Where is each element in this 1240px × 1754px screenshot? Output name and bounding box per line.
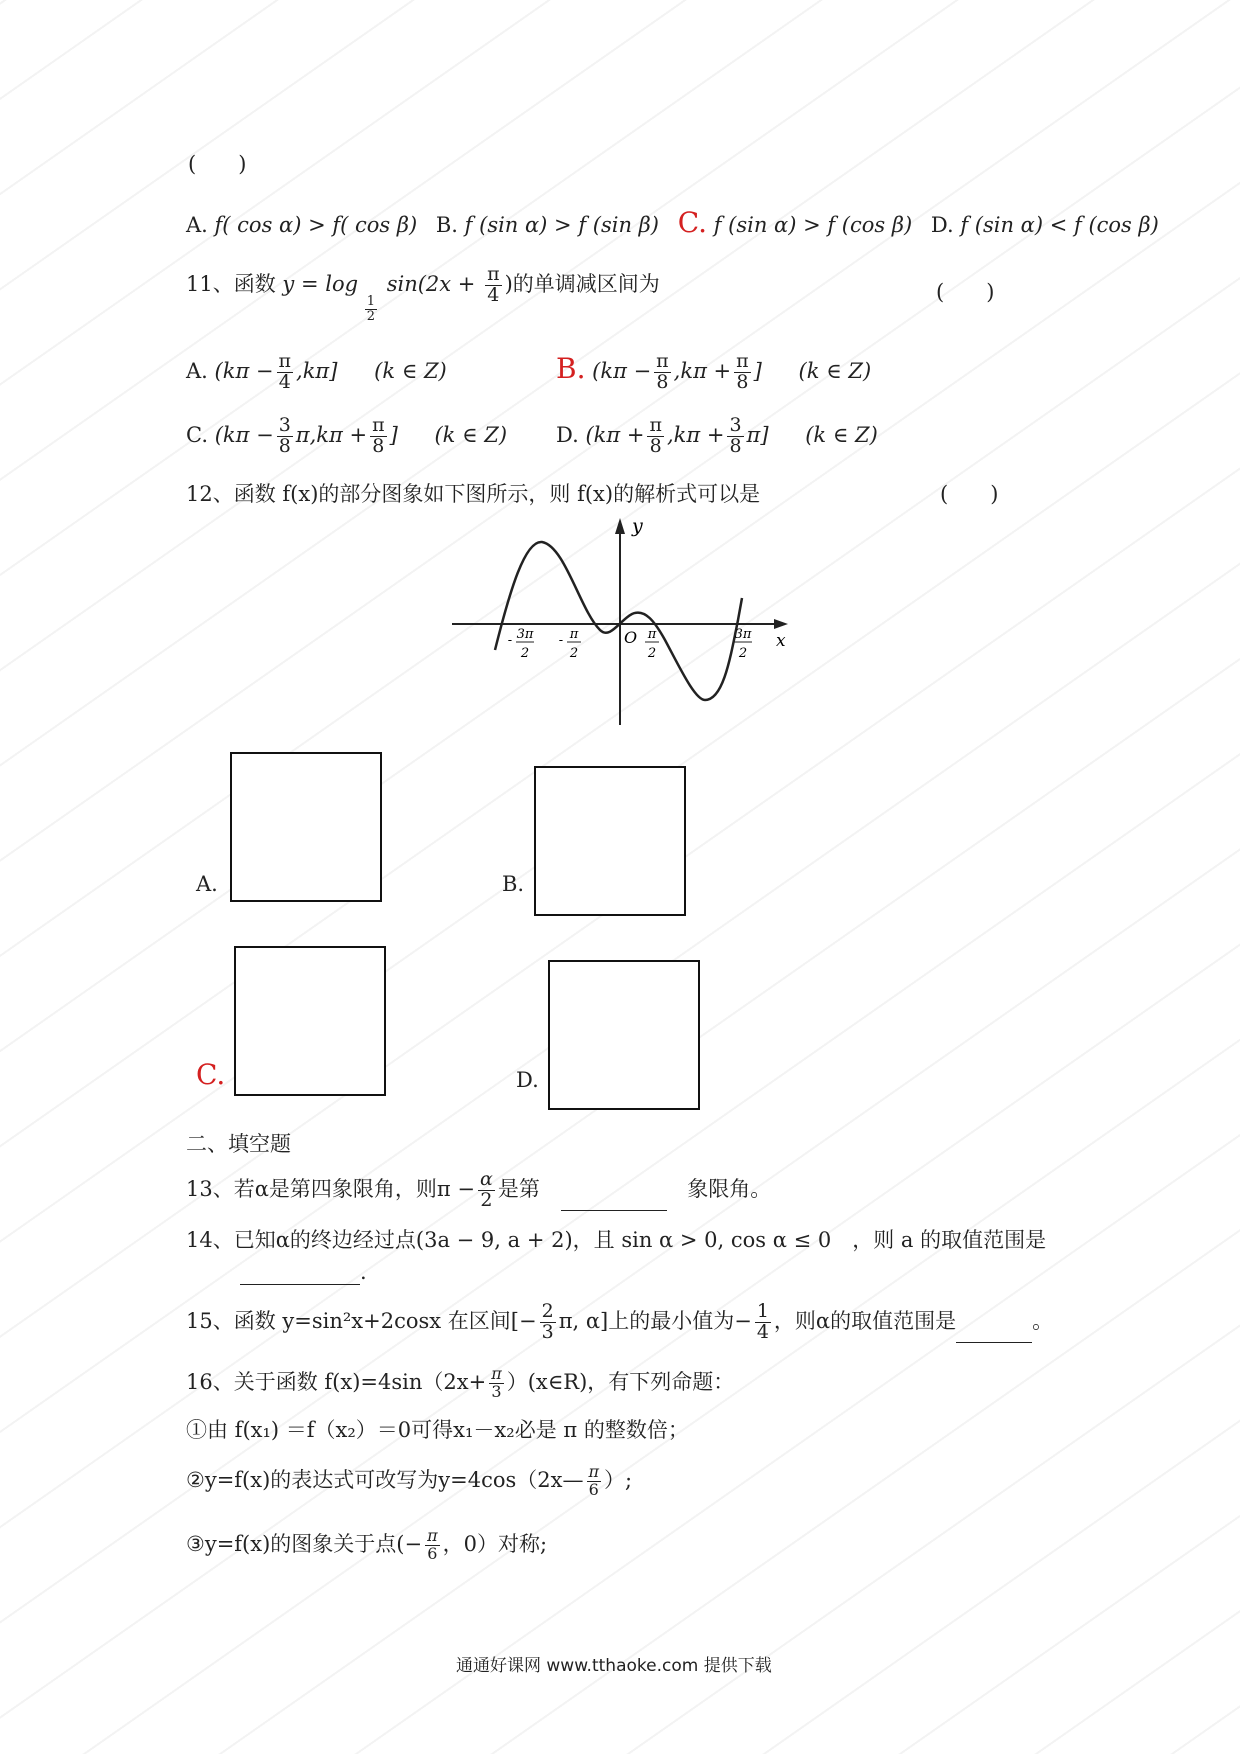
choice-d-label: D. bbox=[516, 1068, 539, 1092]
q10-option-a-text: f( cos α) > f( cos β) bbox=[214, 213, 418, 237]
q14-answer-blank[interactable] bbox=[240, 1262, 360, 1285]
choice-a-image bbox=[230, 752, 382, 902]
q10-option-b-text: f (sin α) > f (sin β) bbox=[464, 213, 659, 237]
q12-function-graph bbox=[440, 510, 800, 730]
choice-b-image bbox=[534, 766, 686, 916]
origin-label: O bbox=[624, 628, 638, 647]
q11-expr-end: )的单调减区间为 bbox=[504, 271, 660, 296]
q10-option-c-text: f (sin α) > f (cos β) bbox=[713, 213, 913, 237]
choice-c-image bbox=[234, 946, 386, 1096]
q16-proposition-2: ②y=f(x)的表达式可改写为y=4cos（2x— $\frac{\pi}{6}$ ）; bbox=[186, 1462, 633, 1499]
x-axis-label: x bbox=[776, 631, 786, 651]
function-curve bbox=[495, 542, 742, 700]
tick-neg-pi-2 bbox=[559, 627, 581, 661]
q11-option-d: D. (kπ + $\frac{\pi}{8}$ ,kπ + $\frac{3}{8}$ π] (k ∈ Z) bbox=[556, 414, 878, 457]
q15-answer-blank[interactable] bbox=[956, 1342, 1032, 1343]
svg-text:-: - bbox=[507, 633, 513, 648]
answer-bracket-q10: ( ) bbox=[188, 152, 247, 176]
q14-stem: 14、已知α的终边经过点(3a − 9, a + 2)，且 sin α > 0, cos α ≤ 0 ，则 a 的取值范围是 bbox=[186, 1228, 1047, 1252]
svg-text:2: 2 bbox=[738, 646, 748, 661]
answer-bracket-q11: ( ) bbox=[936, 280, 995, 304]
q11-expr-mid: sin(2x + bbox=[386, 271, 476, 296]
q14-answer-line: . bbox=[240, 1260, 367, 1285]
q10-options bbox=[186, 206, 1159, 240]
q11-stem bbox=[186, 265, 660, 323]
q11-fraction: $\frac{\pi}{4}$ bbox=[487, 263, 500, 306]
q10-option-c-label: C. bbox=[677, 206, 708, 239]
tick-pi-2 bbox=[645, 627, 659, 661]
q10-option-b-label: B. bbox=[435, 213, 458, 237]
page-footer: 通通好课网 www.tthaoke.com 提供下载 bbox=[456, 1656, 772, 1676]
q11-option-a: A. (kπ − $\frac{\pi}{4}$ ,kπ] (k ∈ Z) bbox=[186, 350, 447, 393]
q13-answer-blank[interactable] bbox=[561, 1210, 667, 1211]
q10-option-a-label: A. bbox=[186, 213, 208, 237]
y-axis-label: y bbox=[632, 515, 643, 537]
q10-option-d-text: f (sin α) < f (cos β) bbox=[960, 213, 1159, 237]
q16-stem: 16、关于函数 f(x)=4sin（2x+ $\frac{\pi}{3}$ ）(x∈R)，有下列命题： bbox=[186, 1364, 735, 1401]
choice-d-image bbox=[548, 960, 700, 1110]
svg-text:-: - bbox=[558, 633, 564, 648]
q13: 13、若α是第四象限角，则π − $\frac{\alpha}{2}$ 是第 象限角。 bbox=[186, 1168, 772, 1211]
svg-text:2: 2 bbox=[647, 646, 657, 661]
q11-number: 11、函数 bbox=[186, 271, 276, 296]
q11-log-base: $\frac{1}{2}$ bbox=[366, 293, 376, 324]
tick-3pi-2 bbox=[734, 627, 752, 661]
q15: 15、函数 y=sin²x+2cosx 在区间[− $\frac{2}{3}$ π, α]上的最小值为− $\frac{1}{4}$ ，则α的取值范围是 。 bbox=[186, 1300, 1054, 1343]
choice-b-label: B. bbox=[502, 872, 525, 896]
x-axis-arrow bbox=[774, 619, 788, 629]
y-axis-arrow bbox=[615, 518, 625, 534]
q11-expr-prefix: y = log bbox=[282, 271, 359, 296]
section-fill-in-blanks: 二、填空题 bbox=[186, 1132, 291, 1156]
q11-option-b: B. (kπ − $\frac{\pi}{8}$ ,kπ + $\frac{\pi}{8}$ ] (k ∈ Z) bbox=[556, 350, 872, 393]
q16-proposition-1: ①由 f(x₁) ＝f（x₂）＝0可得x₁－x₂必是 π 的整数倍； bbox=[186, 1418, 689, 1442]
answer-bracket-q12: ( ) bbox=[940, 482, 999, 506]
svg-text:2: 2 bbox=[520, 646, 530, 661]
choice-a-label: A. bbox=[196, 872, 218, 896]
q11-option-c: C. (kπ − $\frac{3}{8}$ π,kπ + $\frac{\pi}{8}$ ] (k ∈ Z) bbox=[186, 414, 508, 457]
tick-neg-3pi-2 bbox=[508, 627, 534, 661]
q12-stem: 12、函数 f(x)的部分图象如下图所示，则 f(x)的解析式可以是 bbox=[186, 482, 761, 506]
svg-text:3π: 3π bbox=[516, 627, 534, 642]
svg-text:π: π bbox=[569, 627, 579, 642]
q10-option-d-label: D. bbox=[930, 213, 954, 237]
choice-c-label: C. bbox=[196, 1058, 226, 1091]
svg-text:π: π bbox=[647, 627, 657, 642]
q16-proposition-3: ③y=f(x)的图象关于点(− $\frac{\pi}{6}$ ，0）对称; bbox=[186, 1526, 548, 1563]
svg-text:2: 2 bbox=[569, 646, 579, 661]
svg-text:3π: 3π bbox=[734, 627, 752, 642]
